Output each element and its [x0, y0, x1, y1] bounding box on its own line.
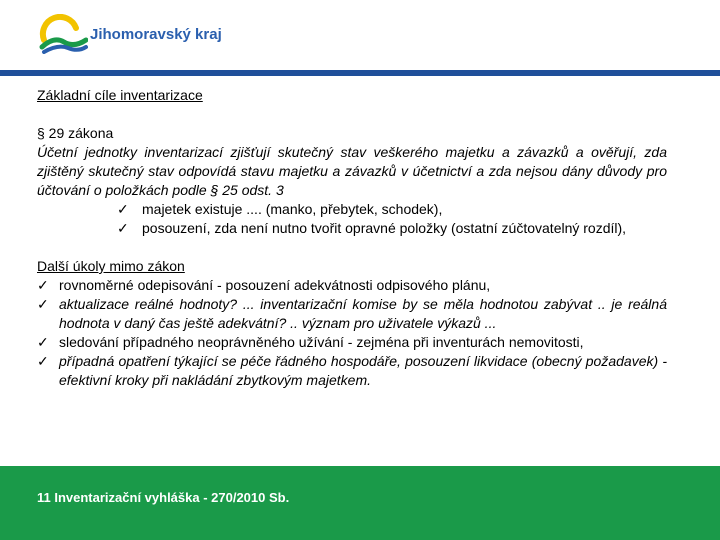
jihomoravsky-kraj-logo-icon: [38, 14, 88, 54]
footer-caption: 11 Inventarizační vyhláška - 270/2010 Sb.: [37, 490, 290, 505]
header-band: [0, 70, 720, 76]
checkmark-icon: ✓: [37, 277, 49, 293]
brand-name: Jihomoravský kraj: [90, 26, 222, 43]
list-item-text: sledování případného neoprávněného užívání - zejména při inventurách nemovitosti,: [59, 334, 584, 350]
checkmark-icon: ✓: [37, 296, 49, 312]
spacer: [37, 105, 667, 124]
law-reference: § 29 zákona: [37, 125, 114, 141]
list-item: [37, 219, 667, 238]
goals-list: [37, 200, 667, 238]
list-item-text: aktualizace reálné hodnoty? ... inventarizační komise by se měla hodnotou zabývat .. je reálná hodnota v daný čas ještě adekvátní? .. význam pro uživatele výkazů ...: [59, 296, 667, 331]
list-item: [37, 333, 667, 352]
tasks-list: [37, 276, 667, 390]
list-item: [37, 276, 667, 295]
list-item: [37, 200, 667, 219]
checkmark-icon: ✓: [117, 220, 129, 236]
list-item: [37, 352, 667, 390]
spacer: [37, 238, 667, 257]
checkmark-icon: ✓: [117, 201, 129, 217]
checkmark-icon: ✓: [37, 353, 49, 369]
footer: [0, 466, 720, 540]
list-item-text: posouzení, zda není nutno tvořit opravné položky (ostatní zúčtovatelný rozdíl),: [142, 220, 627, 236]
list-item-text: majetek existuje .... (manko, přebytek, schodek),: [142, 201, 443, 217]
list-item-text: rovnoměrné odepisování - posouzení adekvátnosti odpisového plánu,: [59, 277, 491, 293]
law-paragraph: Účetní jednotky inventarizací zjišťují skutečný stav veškerého majetku a závazků a ověřují, zda zjištěný skutečný stav odpovídá stavu majetku a závazků v účetnictví a zda nejsou dány důvody pro účtování o položkách podle § 25 odst. 3: [37, 144, 667, 198]
heading-other-tasks: Další úkoly mimo zákon: [37, 258, 185, 274]
list-item: [37, 295, 667, 333]
slide-content: [37, 86, 667, 390]
heading-basic-goals: Základní cíle inventarizace: [37, 87, 203, 103]
checkmark-icon: ✓: [37, 334, 49, 350]
header: [0, 0, 720, 70]
list-item-text: případná opatření týkající se péče řádného hospodáře, posouzení likvidace (obecný požadavek) - efektivní kroky při nakládání zbytkovým majetkem.: [59, 353, 667, 388]
